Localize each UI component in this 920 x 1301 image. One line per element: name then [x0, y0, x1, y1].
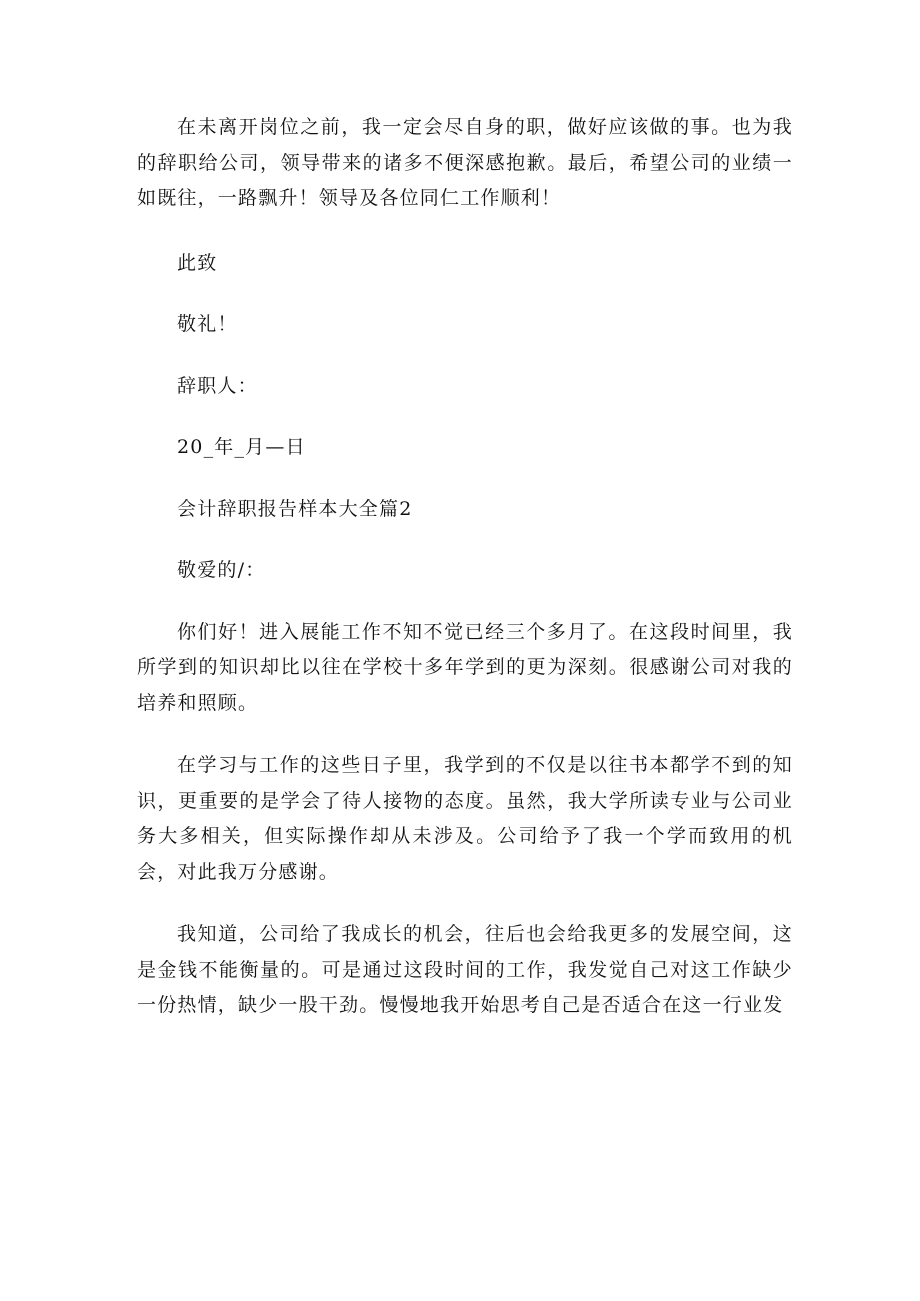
salutation-jingli: 敬礼！	[177, 313, 238, 335]
paragraph-learning: 在学习与工作的这些日子里，我学到的不仅是以往书本都学不到的知识，更重要的是学会了待人接物的态度。虽然，我大学所读专业与公司业务大多相关，但实际操作却从未涉及。公司给予了我一个学而致用的机会，对此我万分感谢。	[137, 754, 793, 883]
signature-label: 辞职人：	[177, 374, 258, 397]
greeting-line: 敬爱的/：	[177, 559, 266, 581]
salutation-cizhi: 此致	[177, 251, 218, 274]
paragraph-closing-commitment: 在未离开岗位之前，我一定会尽自身的职，做好应该做的事。也为我的辞职给公司，领导带来的诸多不便深感抱歉。最后，希望公司的业绩一如既往，一路飘升！领导及各位同仁工作顺利！	[137, 116, 793, 209]
document-body	[137, 110, 793, 1024]
date-line: 20_年_月—日	[177, 436, 306, 458]
section-heading: 会计辞职报告样本大全篇2	[177, 497, 413, 520]
paragraph-intro: 你们好！进入展能工作不知不觉已经三个多月了。在这段时间里，我所学到的知识却比以往在学校十多年学到的更为深刻。很感谢公司对我的培养和照顾。	[137, 620, 793, 714]
paragraph-reflection: 我知道，公司给了我成长的机会，往后也会给我更多的发展空间，这是金钱不能衡量的。可是通过这段时间的工作，我发觉自己对这工作缺少一份热情，缺少一股干劲。慢慢地我开始思考自己是否适合在这一行业发	[137, 923, 793, 1016]
